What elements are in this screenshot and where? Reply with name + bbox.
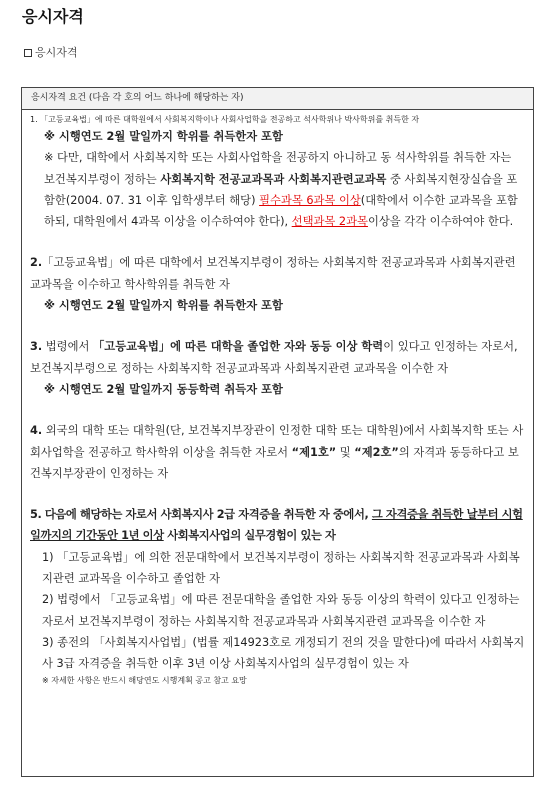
item-3-text: 3. 법령에서 「고등교육법」에 따른 대학을 졸업한 자와 동등 이상 학력이 있다고 인정하는 자로서, 보건복지부령으로 정하는 사회복지학 전공교과목과 사회복지관련 교과목을 이수한 자 bbox=[30, 340, 518, 375]
item-2-text: 2.「고등교육법」에 따른 대학에서 보건복지부령이 정하는 사회복지학 전공교과목과 사회복지관련 교과목을 이수하고 학사학위를 취득한 자 bbox=[30, 256, 516, 291]
item-3-bold: 「고등교육법」에 따른 대학을 졸업한 자와 동등 이상 학력 bbox=[93, 340, 384, 354]
square-bullet-icon bbox=[24, 49, 32, 57]
subheading-label: 응시자격 bbox=[35, 46, 78, 59]
item-5-sub-3: 3) 종전의 「사회복지사업법」(법률 제14923호로 개정되기 전의 것을 말한다)에 따라서 사회복지사 3급 자격증을 취득한 이후 3년 이상 사회복지사업의 실무경험이 있는 자 bbox=[42, 635, 525, 671]
item-1-detail-bold: 사회복지학 전공교과목과 사회복지관련교과목 bbox=[160, 172, 387, 186]
footnote: ※ 자세한 사항은 반드시 해당연도 시행계획 공고 참고 요망 bbox=[42, 675, 247, 685]
item-3-note: ※ 시행연도 2월 말일까지 동등학력 취득자 포함 bbox=[44, 382, 283, 396]
requirements-box bbox=[21, 87, 534, 777]
item-2-note: ※ 시행연도 2월 말일까지 학위를 취득한자 포함 bbox=[44, 299, 283, 313]
requirements-body bbox=[22, 110, 533, 687]
item-5-sub-1: 1) 「고등교육법」에 의한 전문대학에서 보건복지부령이 정하는 사회복지학 전공교과목과 사회복지관련 교과목을 이수하고 졸업한 자 bbox=[42, 550, 520, 586]
item-4-text: 4. 외국의 대학 또는 대학원(단, 보건복지부장관이 인정한 대학 또는 대학원)에서 사회복지학 또는 사회사업학을 전공하고 학사학위 이상을 취득한 자로서 “제1호” 및 “제2호”의 자격과 동등하다고 보건복지부장관이 인정하는 자 bbox=[30, 424, 524, 480]
page-title: 응시자격 bbox=[22, 7, 84, 26]
item-5-text: 5. 다음에 해당하는 자로서 사회복지사 2급 자격증을 취득한 자 중에서, 그 자격증을 취득한 날부터 시험일까지의 기간동안 1년 이상 사회복지사업의 실무경험이 있는 자 bbox=[30, 508, 523, 543]
requirements-header: 응시자격 요건 (다음 각 호의 어느 하나에 해당하는 자) bbox=[22, 88, 533, 110]
item-5-sub-2: 2) 법령에서 「고등교육법」에 따른 전문대학을 졸업한 자와 동등 이상의 학력이 있다고 인정하는 자로서 보건복지부령이 정하는 사회복지학 전공교과목과 사회복지관련 교과목을 이수한 자 bbox=[42, 593, 520, 628]
item-1-required-courses: 필수과목 6과목 이상 bbox=[259, 193, 361, 207]
item-5-underlined: 그 자격증을 취득한 날부터 시험일까지의 기간동안 1년 이상 bbox=[30, 508, 523, 543]
item-1-note: ※ 시행연도 2월 말일까지 학위를 취득한자 포함 bbox=[44, 130, 283, 143]
item-1-detail: ※ 다만, 대학에서 사회복지학 또는 사회사업학을 전공하지 아니하고 동 석사학위를 취득한 자는 보건복지부령이 정하는 사회복지학 전공교과목과 사회복지관련교과목 중 사회복지현장실습을 포함한(2004. 07. 31 이후 입학생부터 해당) 필수과목 6과목 이상(대학에서 이수한 교과목을 포함하되, 대학원에서 4과목 이상을 이수하여야 한다), 선택과목 2과목이상을 각각 이수하여야 한다. bbox=[44, 151, 518, 229]
item-1-text: 1. 「고등교육법」에 따른 대학원에서 사회복지학이나 사회사업학을 전공하고 석사학위나 박사학위를 취득한 자 bbox=[30, 115, 420, 124]
item-1-elective-courses: 선택과목 2과목 bbox=[291, 215, 368, 229]
section-subheading bbox=[24, 46, 78, 60]
